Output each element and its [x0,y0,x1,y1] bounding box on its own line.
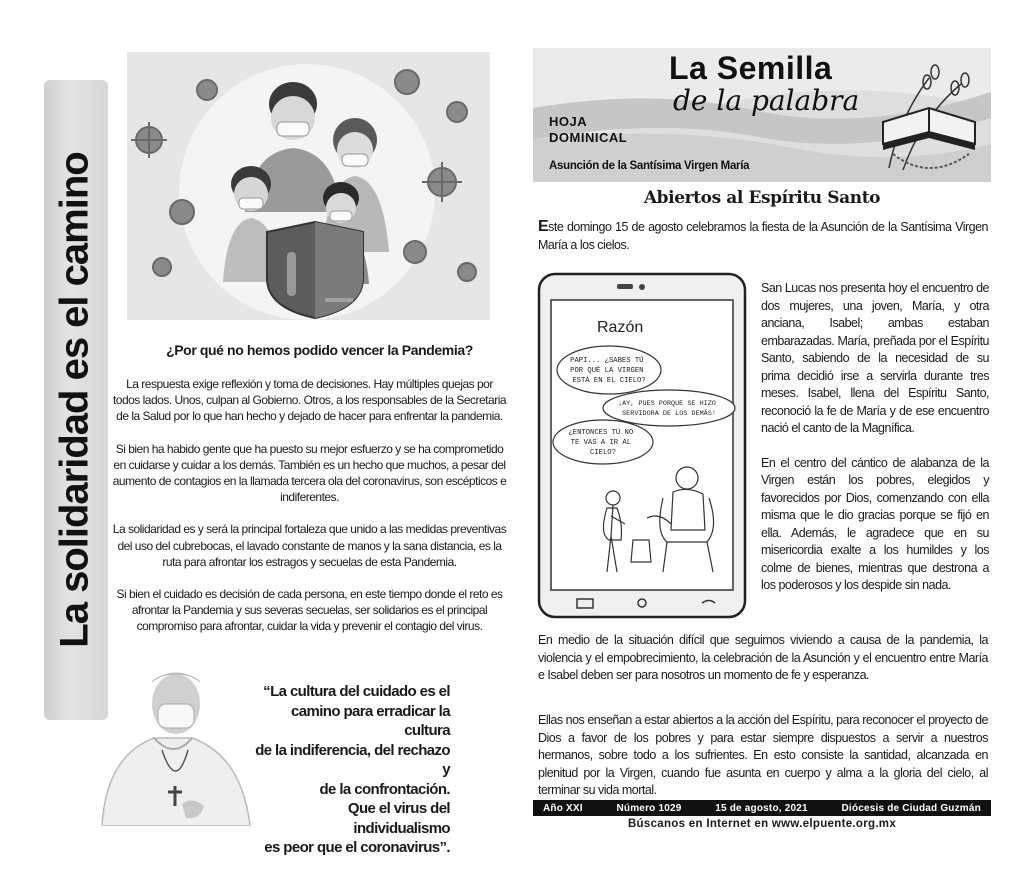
article-paragraph: Ellas nos enseñan a estar abiertos a la acción del Espíritu, para reconocer el proyecto de Dios a favor de los pobres y para estar siempre dispuestos a servir a nuestros hermanos, sobre todo a los sufrientes. En esto consiste la santidad, alcanzada en plenitud por la Virgen, cuando fue asunta en cuerpo y alma a la gloria del cielo, al terminar su vida mortal. [538,713,988,797]
intro-text: ste domingo 15 de agosto celebramos la fiesta de la Asunción de la Santísima Virgen María a los cielos. [538,220,988,252]
pope-quote [250,682,450,858]
bubble1-line: ESTÁ EN EL CIELO? [572,377,646,385]
svg-text:PAPI... ¿SABES TÚ POR QU [570,355,648,385]
footer-date: 15 de agosto, 2021 [715,802,808,814]
footer-bar [533,800,991,816]
footer-year: Año XXI [543,802,583,814]
hoja-dominical-label [549,114,627,146]
footer-number: Número 1029 [616,802,682,814]
feast-name: Asunción de la Santísima Virgen María [549,160,750,172]
cartoon-app-title: Razón [597,319,644,336]
quote-line: “La cultura del cuidado es el [263,683,450,700]
quote-line: de la confrontación. [319,780,450,798]
article-column [761,280,989,612]
hoja-line: HOJA [549,114,588,129]
quote-line: es peor que el coronavirus”. [264,839,450,856]
bubble3-line: ¿ENTONCES TÚ NO [568,429,634,437]
quote-line: de la indiferencia, del rechazo y [255,741,450,778]
dropcap: E [538,218,549,235]
column-paragraph: En el centro del cántico de alabanza de la Virgen están los pobres, elegidos y favorecidos por Dios, comenzando con ella misma que le dio gracias porque se fijó en ella. Además, le agradece que en su misericordia exalte a los humildes y los colme de bienes, mientras que destrona a los poderosos y los despide sin nada. [761,455,989,592]
article-title: Abiertos al Espíritu Santo [643,188,881,208]
section-title: ¿Por qué no hemos podido vencer la Pandemia? [166,342,473,358]
brand-title-line1: La Semilla [669,50,833,86]
article-paragraph: En medio de la situación difícil que seguimos viviendo a causa de la pandemia, la violencia y el empobrecimiento, la celebración de la Asunción y el encuentro entre María e Isabel deben ser para nosotros un momento de fe y esperanza. [538,633,988,682]
brand-title-line2: de la palabra [673,84,860,117]
footer-diocese: Diócesis de Ciudad Guzmán [841,802,981,814]
vertical-title-banner [40,80,110,720]
left-paragraph: La respuesta exige reflexión y toma de decisiones. Hay múltiples quejas por todos lados. Unos, culpan al Gobierno. Otros, a los responsables de la Secretaria de la Salud por lo que han hecho y dejado de hacer para enfrentar la pandemia. [112,377,507,424]
bubble3-line: CIELO? [590,449,616,457]
dominical-line: DOMINICAL [549,130,628,145]
left-paragraph: Si bien el cuidado es decisión de cada persona, en este tiempo donde el reto es afrontar la Pandemia y sus severas secuelas, ser solidarios es el principal compromiso para afrontar, cuidar la vida y prevenir el contagio del virus. [116,587,503,634]
quote-line: camino para erradicar la cultura [290,702,450,739]
bubble1-line: PAPI... ¿SABES TÚ [570,357,644,365]
bible-wheat-icon [869,58,989,182]
vertical-title: La solidaridad es el camino [52,152,97,648]
left-paragraph: La solidaridad es y será la principal fortaleza que unido a las medidas preventivas del uso del cubrebocas, el lavado constante de manos y la sana distancia, es la ruta para afrontar los estragos y secuelas de esta Pandemia. [112,522,507,569]
article-intro [538,218,988,254]
left-paragraph: Si bien ha habido gente que ha puesto su mejor esfuerzo y se ha comprometido en cuidarse y cuidar a los demás. También es un hecho que muchos, a pesar del aumento de contagios en la llamada tercera ola del coronavirus, son escépticos e indiferentes. [112,441,507,505]
quote-line: Que el virus del individualismo [347,800,450,837]
bubble2-line: SERVIDORA DE LOS DEMÁS! [622,410,716,418]
family-masks-illustration [127,52,490,320]
masthead [533,48,991,182]
bubble1-line: POR QUÉ LA VIRGEN [570,367,644,375]
pope-photo [92,664,257,826]
bubble3-line: TE VAS A IR AL [570,439,632,447]
footer-website: Búscanos en Internet en www.elpuente.org.mx [627,818,897,830]
column-paragraph: San Lucas nos presenta hoy el encuentro de dos mujeres, una joven, María, y otra anciana, Isabel; ambas estaban embarazadas. María, preñada por el Espíritu Santo, sabiendo de la necesidad de su prima decidió irse a servirla durante tres meses. Isabel, llena del Espíritu Santo, reconoció la fe de María y de ese encuentro nació el canto de la Magnífica. [761,281,989,435]
left-article-body [112,376,507,651]
cartoon-phone [537,272,747,619]
bubble2-line: ¡AY, PUES PORQUE SE HIZO [618,400,716,408]
